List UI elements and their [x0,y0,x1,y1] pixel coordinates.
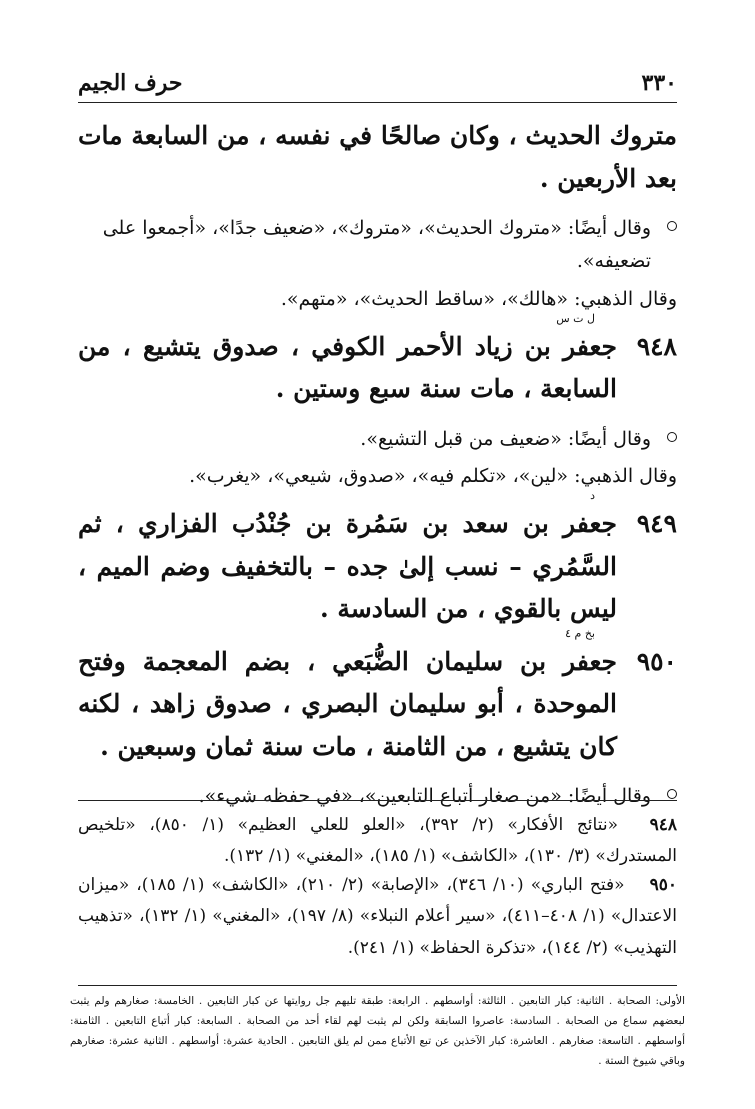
note-text: وقال أيضًا: «متروك الحديث»، «متروك»، «ضعيف جدًا»، «أجمعوا على تضعيفه». [102,217,651,273]
footnote-number: ٩٥٠ [649,875,677,895]
entry-text: جعفر بن سعد بن سَمُرة بن جُنْدُب الفزاري ، ثم السَّمُري – نسب إلىٰ جده – بالتخفيف وضم الميم ، ليس بالقوي ، من السادسة . [78,509,617,624]
entry-marks: د [590,489,595,503]
tabaqat-legend [70,992,685,1072]
legend-divider [78,985,677,986]
note-also-said [78,780,677,813]
entry-949 [78,489,677,631]
footnote-text: «نتائج الأفكار» (٢/ ٣٩٢)، «العلو للعلي العظيم» (١/ ٨٥٠)، «تلخيص المستدرك» (٣/ ١٣٠)، «الكاشف» (١/ ١٨٥)، «المغني» (١/ ١٣٢). [78,815,677,867]
intro-paragraph: متروك الحديث ، وكان صالحًا في نفسه ، من السابعة مات بعد الأربعين . [78,121,677,193]
entry-number: ٩٥٠ [636,646,677,676]
footnote-text: «فتح الباري» (١٠/ ٣٤٦)، «الإصابة» (٢/ ٢١٠)، «الكاشف» (١/ ١٨٥)، «ميزان الاعتدال» (١/ ٤٠٨–٤١١)، «سير أعلام النبلاء» (٨/ ١٩٧)، «المغني» (١/ ١٣٢)، «تذهيب التهذيب» (٢/ ١٤٤)، «تذكرة الحفاظ» (١/ ٢٤١). [78,875,677,958]
note-text: وقال الذهبي: «هالك»، «ساقط الحديث»، «متهم». [280,287,677,310]
entry-marks: ل ت س [556,311,595,325]
page-header [78,56,677,103]
circle-bullet-icon [667,432,677,442]
entry-948 [78,311,677,411]
page-number: ٣٣٠ [641,70,677,96]
note-text: وقال أيضًا: «من صغار أتباع التابعين»، «في حفظه شيء». [198,785,651,808]
footnote-divider [78,800,677,801]
note-text: وقال أيضًا: «ضعيف من قبل التشيع». [360,427,651,450]
legend-text: الأولى: الصحابة . الثانية: كبار التابعين . الثالثة: أواسطهم . الرابعة: طبقة تليهم جل روايتها عن كبار التابعين . الخامسة: صغارهم ولم يثبت لبعضهم سماع من الصحابة . السادسة: عاصروا السابقة ولكن لم يثبت لهم لقاء أحد من الصحابة . السابعة: كبار أتباع التابعين . الثامنة: أواسطهم . التاسعة: صغارهم . العاشرة: كبار الآخذين عن تبع الأتباع ممن لم يلق التابعين . الحادية عشرة: أواسطهم . الثانية عشرة: صغارهم وباقي شيوخ الستة . [70,995,685,1067]
note-text: وقال الذهبي: «لين»، «تكلم فيه»، «صدوق، شيعي»، «يغرب». [189,465,677,487]
section-title: حرف الجيم [78,70,183,96]
entry-number: ٩٤٩ [636,509,677,539]
entry-text: جعفر بن سليمان الضُّبَعي ، بضم المعجمة وفتح الموحدة ، أبو سليمان البصري ، صدوق زاهد ، لكنه كان يتشيع ، من الثامنة ، مات سنة ثمان وسبعين . [78,646,617,761]
note-also-said [78,212,677,279]
circle-bullet-icon [667,221,677,231]
entry-marks: بخ م ٤ [565,626,595,640]
entry-number: ٩٤٨ [636,331,677,361]
footnote-950 [78,870,677,964]
entry-text: جعفر بن زياد الأحمر الكوفي ، صدوق يتشيع ، من السابعة ، مات سنة سبع وستين . [78,331,617,404]
main-text [78,115,677,818]
entry-950 [78,626,677,769]
note-dhahabi [78,460,677,493]
footnote-number: ٩٤٨ [649,815,678,835]
note-also-said [78,423,677,456]
circle-bullet-icon [667,789,677,799]
footnote-948 [78,810,677,873]
